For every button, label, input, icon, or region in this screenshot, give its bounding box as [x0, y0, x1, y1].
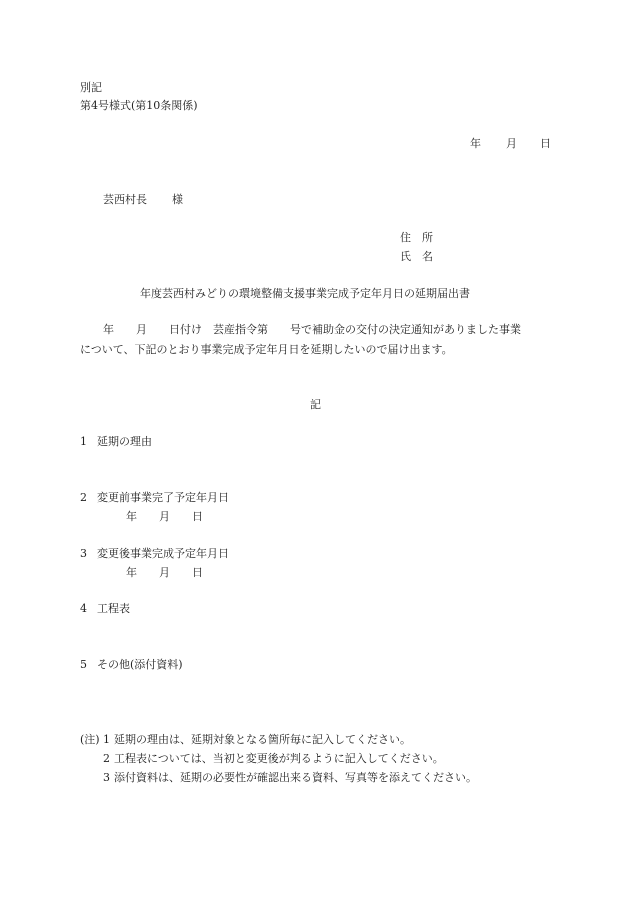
item-number: 2	[80, 491, 87, 504]
ki-heading: 記	[310, 398, 321, 411]
note-number: 1	[103, 733, 110, 746]
body-line-1: 年 月 日付け 芸産指令第 号で補助金の交付の決定通知がありました事業	[103, 323, 521, 336]
item-number: 4	[80, 602, 87, 615]
addressee-honorific: 様	[172, 193, 183, 206]
appendix-label: 別記	[80, 81, 102, 94]
date-month-label: 月	[506, 137, 517, 150]
note-text: 工程表については、当初と変更後が判るように記入してください。	[114, 752, 444, 765]
date-year-label: 年	[470, 137, 481, 150]
item-label: 工程表	[97, 602, 130, 615]
form-number: 第4号様式(第10条関係)	[80, 99, 198, 112]
address-label: 住 所	[400, 231, 433, 244]
item-label: その他(添付資料)	[97, 658, 183, 671]
addressee-name: 芸西村長	[103, 193, 147, 206]
note-text: 延期の理由は、延期対象となる箇所毎に記入してください。	[114, 733, 411, 746]
item-date: 年 月 日	[126, 566, 203, 579]
item-label: 変更後事業完成予定年月日	[97, 547, 229, 560]
notes-prefix: (注)	[80, 733, 100, 746]
item-number: 5	[80, 658, 87, 671]
item-number: 3	[80, 547, 87, 560]
item-label: 延期の理由	[97, 435, 152, 448]
item-number: 1	[80, 435, 87, 448]
document-title: 年度芸西村みどりの環境整備支援事業完成予定年月日の延期届出書	[140, 287, 470, 300]
item-date: 年 月 日	[126, 510, 203, 523]
body-line-2: について、下記のとおり事業完成予定年月日を延期したいので届け出ます。	[80, 343, 453, 356]
date-day-label: 日	[540, 137, 551, 150]
note-text: 添付資料は、延期の必要性が確認出来る資料、写真等を添えてください。	[114, 771, 477, 784]
item-label: 変更前事業完了予定年月日	[97, 491, 229, 504]
note-number: 2	[103, 752, 110, 765]
note-number: 3	[103, 771, 110, 784]
name-label: 氏 名	[400, 250, 433, 263]
